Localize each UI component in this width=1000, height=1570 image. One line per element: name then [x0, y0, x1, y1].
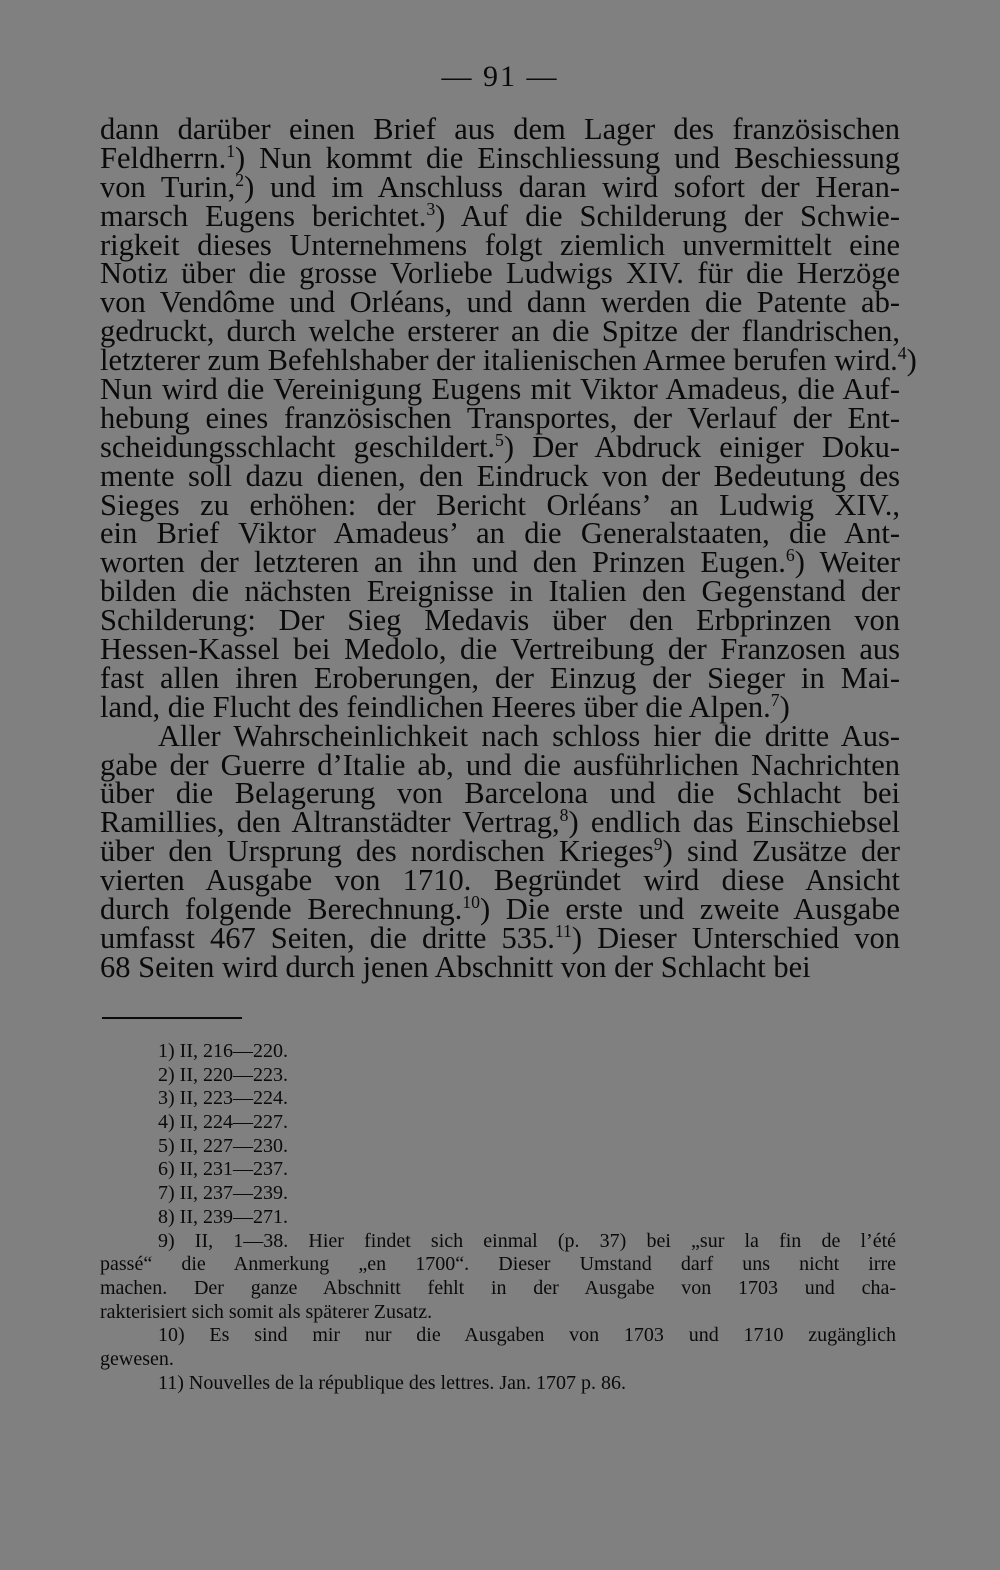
footnote-line: rakterisiert sich somit als späterer Zusatz. [100, 1300, 433, 1323]
body-line: Hessen-Kassel bei Medolo, die Vertreibung der Franzosen aus [100, 632, 900, 667]
body-line: Aller Wahrscheinlichkeit nach schloss hier die dritte Aus- [158, 718, 900, 753]
footnote-line: 11) Nouvelles de la république des lettres. Jan. 1707 p. 86. [158, 1371, 627, 1394]
body-line: land, die Flucht des feindlichen Heeres über die Alpen.$^7$) [100, 689, 790, 724]
body-line: über die Belagerung von Barcelona und die Schlacht bei [100, 776, 900, 811]
page-number: — 91 — [441, 60, 559, 93]
body-line: letzterer zum Befehlshaber der italienischen Armee berufen wird.$^4$) [100, 343, 917, 378]
body-line: fast allen ihren Eroberungen, der Einzug der Sieger in Mai- [100, 660, 900, 695]
footnote-line: machen. Der ganze Abschnitt fehlt in der Ausgabe von 1703 und cha- [100, 1276, 896, 1299]
body-line: 68 Seiten wird durch jenen Abschnitt von der Schlacht bei [100, 949, 811, 984]
body-line: Schilderung: Der Sieg Medavis über den Erbprinzen von [100, 603, 900, 638]
body-line: hebung eines französischen Transportes, der Verlauf der Ent- [100, 400, 900, 435]
body-text [100, 112, 917, 984]
body-line: umfasst 467 Seiten, die dritte 535.11) Dieser Unterschied von [100, 920, 900, 955]
body-line: gabe der Guerre d’Italie ab, und die ausführlichen Nachrichten [100, 747, 900, 782]
footnote-line: 8) II, 239—271. [158, 1205, 288, 1228]
body-line: dann darüber einen Brief aus dem Lager des französischen [100, 112, 900, 146]
body-line: Ramillies, den Altranstädter Vertrag,$^8$) endlich das Einschiebsel [100, 805, 900, 840]
footnote-line: passé“ die Anmerkung „en 1700“. Dieser Umstand darf uns nicht irre [100, 1253, 896, 1276]
body-line: durch folgende Berechnung.$^{10}$) Die erste und zweite Ausgabe [100, 892, 900, 927]
body-line: rigkeit dieses Unternehmens folgt ziemlich unvermittelt eine [100, 227, 900, 262]
body-line: vierten Ausgabe von 1710. Begründet wird diese Ansicht [100, 863, 900, 898]
body-line: Feldherrn.$^1$) Nun kommt die Einschliessung und Beschiessung [100, 140, 900, 175]
body-line: Nun wird die Vereinigung Eugens mit Viktor Amadeus, die Auf- [100, 372, 900, 407]
body-line: bilden die nächsten Ereignisse in Italien den Gegenstand der [100, 574, 900, 609]
body-line: marsch Eugens berichtet.$^3$) Auf die Schilderung der Schwie- [100, 198, 900, 233]
footnote-line: 2) II, 220—223. [158, 1063, 288, 1086]
footnote-line: 9) II, 1—38. Hier findet sich einmal (p. 37) bei „sur la fin de l’été [158, 1229, 896, 1252]
footnote-divider [102, 1017, 242, 1019]
body-line: Notiz über die grosse Vorliebe Ludwigs XIV. für die Herzöge [100, 256, 900, 291]
body-line: gedruckt, durch welche ersterer an die Spitze der flandrischen, [100, 314, 900, 349]
body-line: über den Ursprung des nordischen Krieges$^9$) sind Zusätze der [100, 834, 901, 869]
body-line: Sieges zu erhöhen: der Bericht Orléans’ an Ludwig XIV., [100, 487, 900, 522]
body-line: von Turin,$^2$) und im Anschluss daran wird sofort der Heran- [100, 169, 900, 204]
footnote-line: 6) II, 231—237. [158, 1158, 288, 1181]
body-line: mente soll dazu dienen, den Eindruck von der Bedeutung des [100, 458, 900, 493]
footnote-line: 7) II, 237—239. [158, 1182, 288, 1205]
footnotes [100, 1040, 896, 1395]
footnote-line: 4) II, 224—227. [158, 1111, 288, 1134]
footnote-line: 10) Es sind mir nur die Ausgaben von 1703 und 1710 zugänglich [158, 1324, 896, 1347]
footnote-line: 5) II, 227—230. [158, 1134, 288, 1157]
body-line: von Vendôme und Orléans, und dann werden die Patente ab- [100, 285, 900, 320]
body-line: scheidungsschlacht geschildert.$^5$) Der Abdruck einiger Doku- [100, 429, 900, 464]
body-line: worten der letzteren an ihn und den Prinzen Eugen.$^6$) Weiter [100, 545, 900, 580]
footnote-line: 1) II, 216—220. [158, 1040, 288, 1062]
footnote-line: gewesen. [100, 1347, 174, 1370]
body-line: ein Brief Viktor Amadeus’ an die Generalstaaten, die Ant- [100, 516, 900, 551]
footnote-line: 3) II, 223—224. [158, 1087, 288, 1110]
